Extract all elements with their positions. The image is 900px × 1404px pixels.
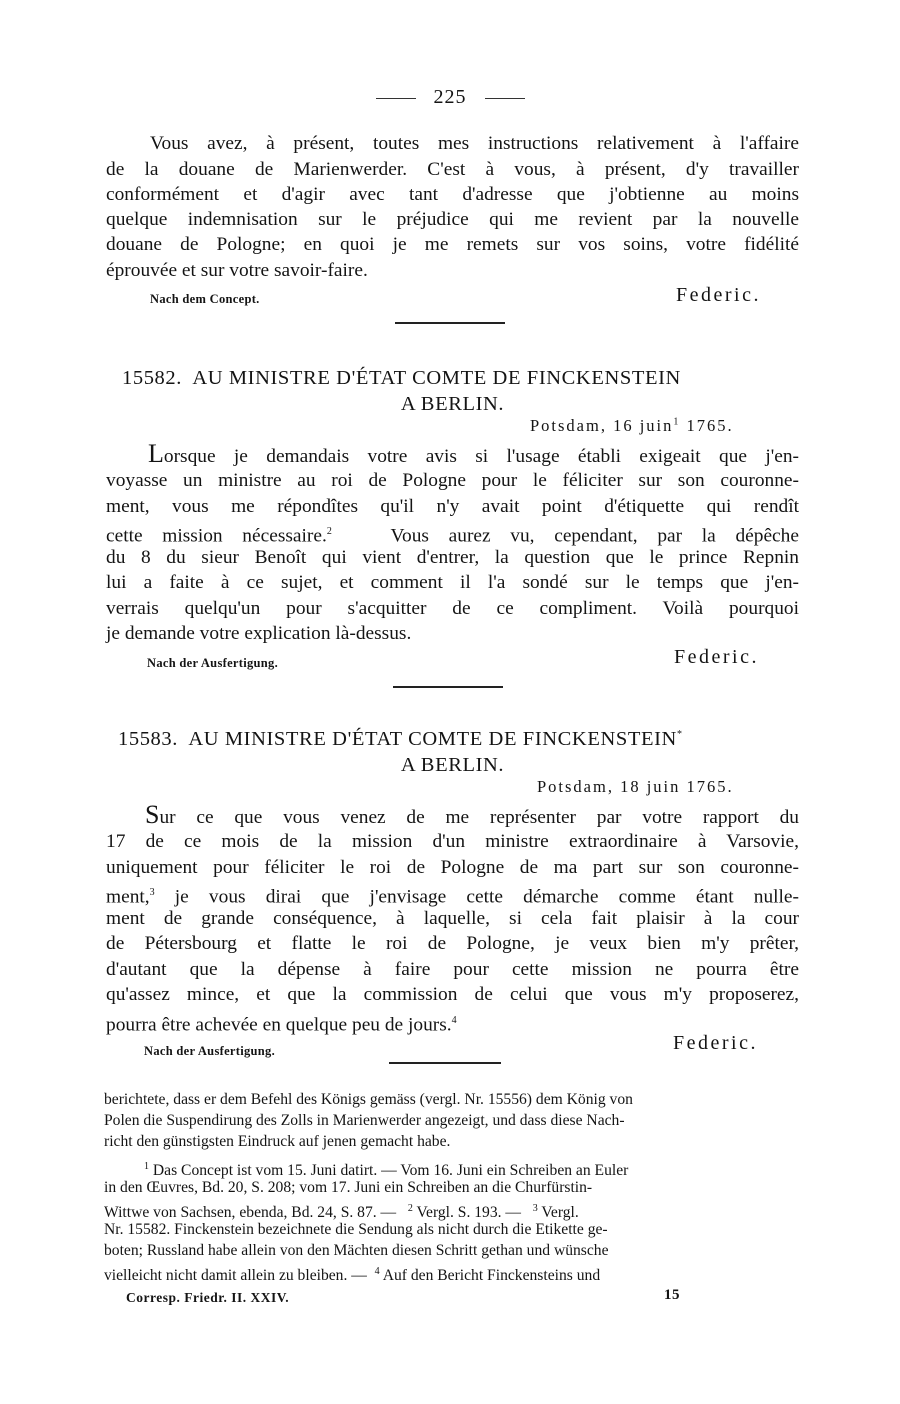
- letter-15582-line-6: lui a faite à ce sujet, et comment il l'a sondé sur le temps que j'en-: [106, 572, 799, 593]
- letter-15582-line-7: verrais quelqu'un pour s'acquitter de ce compliment. Voilà pourquoi: [106, 598, 799, 619]
- letter-15583-line-9-text: pourra être achevée en quelque peu de jours.: [106, 1014, 452, 1036]
- letter-15582-line-4-rest: Vous aurez vu, cependant, par la dépêche: [390, 525, 799, 547]
- letter-15583-heading: [118, 728, 798, 751]
- letter-15582-source-note: Nach der Ausfertigung.: [147, 656, 279, 670]
- page-number-text: 225: [433, 86, 467, 108]
- letter-15583-line-8: qu'assez mince, et que la commission de celui que vous m'y proposerez,: [106, 984, 799, 1005]
- letter-15582-line-3: ment, vous me répondîtes qu'il n'y avait point d'étiquette qui rendît: [106, 496, 799, 517]
- footnote-4-text: Auf den Bericht Finckensteins und: [382, 1267, 601, 1285]
- letter-15582-signature: Federic.: [674, 646, 759, 668]
- letter-15582-heading: [122, 367, 782, 390]
- letter-15583-addressee: AU MINISTRE D'ÉTAT COMTE DE FINCKENSTEIN: [188, 728, 677, 750]
- letter-15583-line-3: uniquement pour féliciter le roi de Pologne de ma part sur son couronne-: [106, 857, 799, 878]
- intro-line-3: conformément et d'agir avec tant d'adresse que j'obtienne au moins: [106, 184, 799, 205]
- letter-15583-signature: Federic.: [673, 1032, 758, 1054]
- intro-line-5: douane de Pologne; en quoi je me remets sur vos soins, votre fidélité: [106, 234, 799, 255]
- letter-15582-line-8: je demande votre explication là-dessus.: [106, 623, 412, 644]
- letter-15582-line-1: [148, 441, 799, 469]
- footnote-3-line-4: [104, 1262, 794, 1287]
- footnote-2-mark: 2: [407, 1203, 413, 1214]
- intro-line-6: éprouvée et sur votre savoir-faire.: [106, 260, 368, 281]
- letter-15582-destination: A BERLIN.: [400, 393, 505, 415]
- footnote-3-line-4-text: vielleicht nicht damit allein zu bleiben. —: [104, 1267, 367, 1285]
- intro-line-2: de la douane de Marienwerder. C'est à vous, à présent, d'y travailler: [106, 159, 799, 180]
- page-number: [0, 86, 900, 109]
- letter-15582-initial: L: [148, 439, 164, 468]
- footnote-continued-line-2: Polen die Suspendirung des Zolls in Marienwerder angezeigt, und dass diese Nach-: [104, 1112, 625, 1129]
- letter-15583-line-7: d'autant que la dépense à faire pour cette mission ne pourra être: [106, 959, 799, 980]
- letter-15582-year: 1765.: [686, 416, 734, 435]
- footnote-1-text: Das Concept ist vom 15. Juni datirt. — Vom 16. Juni ein Schreiben an Euler: [152, 1162, 629, 1180]
- letter-15582-line-5: du 8 du sieur Benoît qui vient d'entrer, la question que le prince Repnin: [106, 547, 799, 568]
- footnote-3-mark: 3: [532, 1203, 538, 1214]
- footnote-2-text: Vergl. S. 193. —: [416, 1204, 522, 1222]
- letter-15583-mark: *: [676, 729, 683, 741]
- intro-signature: Federic.: [676, 284, 761, 306]
- footnote-3-line-3: boten; Russland habe allein von den Mächten diesen Schritt gethan und wünsche: [104, 1242, 609, 1259]
- footnote-ref-3: 3: [149, 887, 155, 898]
- page-number-dash-left: [376, 98, 416, 99]
- section-divider-1: [395, 322, 505, 324]
- page-footer-volume: Corresp. Friedr. II. XXIV.: [126, 1290, 290, 1305]
- footnote-1-line-2: in den Œuvres, Bd. 20, S. 208; vom 17. Juni ein Schreiben an die Churfürstin-: [104, 1179, 593, 1196]
- letter-15583-line-1: [145, 802, 799, 830]
- letter-15583-line-6: de Pétersbourg et flatte le roi de Pologne, je veux bien m'y prêter,: [106, 933, 799, 954]
- letter-15583-destination: A BERLIN.: [400, 754, 505, 776]
- footnote-ref-2: 2: [326, 526, 332, 537]
- footnote-3-text: Vergl.: [541, 1204, 579, 1222]
- letter-15583-place-date: Potsdam, 18 juin 1765.: [537, 777, 734, 796]
- footnote-1-mark: 1: [144, 1161, 149, 1172]
- footnote-1-line-3-text: Wittwe von Sachsen, ebenda, Bd. 24, S. 87. —: [104, 1204, 397, 1222]
- footnote-ref-1: 1: [673, 416, 681, 428]
- letter-15582-place: Potsdam, 16 juin: [530, 416, 674, 435]
- footnote-continued-line-1: berichtete, dass er dem Befehl des Königs gemäss (vergl. Nr. 15556) dem König von: [104, 1091, 633, 1108]
- intro-line-4: quelque indemnisation sur le préjudice qui me revient par la nouvelle: [106, 209, 799, 230]
- letter-15583-source-note: Nach der Ausfertigung.: [144, 1044, 276, 1058]
- letter-15582-line-1-text: orsque je demandais votre avis si l'usage établi exigeait que j'en-: [163, 446, 799, 467]
- letter-15582-place-date: [530, 416, 734, 436]
- letter-15583-initial: S: [145, 800, 160, 829]
- letter-15583-line-5: ment de grande conséquence, à laquelle, si cela fait plaisir à la cour: [106, 908, 799, 929]
- footnote-4-mark: 4: [374, 1266, 380, 1277]
- letter-15583-number: 15583.: [118, 728, 178, 750]
- letter-15582-line-4-text: cette mission nécessaire.: [106, 525, 327, 547]
- footnote-ref-4: 4: [451, 1015, 457, 1026]
- letter-15582-number: 15582.: [122, 367, 182, 389]
- section-divider-2: [393, 686, 503, 688]
- letter-15583-line-4-rest: je vous dirai que j'envisage cette démarche comme étant nulle-: [174, 886, 799, 908]
- footnote-3-line-2: Nr. 15582. Finckenstein bezeichnete die Sendung als nicht durch die Etikette ge-: [104, 1221, 608, 1238]
- footnote-continued-line-3: richt den günstigsten Eindruck auf jenen gemacht habe.: [104, 1133, 451, 1150]
- letter-15582-addressee: AU MINISTRE D'ÉTAT COMTE DE FINCKENSTEIN: [192, 367, 681, 389]
- page-number-dash-right: [485, 98, 525, 99]
- letter-15583-line-4-text: ment,: [106, 886, 150, 908]
- letter-15583-line-1-text: ur ce que vous venez de me représenter par votre rapport du: [159, 807, 799, 828]
- intro-line-1: Vous avez, à présent, toutes mes instructions relativement à l'affaire: [150, 133, 799, 154]
- letter-15583-line-2: 17 de ce mois de la mission d'un ministre extraordinaire à Varsovie,: [106, 831, 799, 852]
- page-footer-signature-mark: 15: [664, 1287, 680, 1303]
- section-divider-3: [389, 1062, 501, 1064]
- letter-15582-line-2: voyasse un ministre au roi de Pologne pour le féliciter sur son couronne-: [106, 470, 799, 491]
- intro-source-note: Nach dem Concept.: [150, 292, 260, 306]
